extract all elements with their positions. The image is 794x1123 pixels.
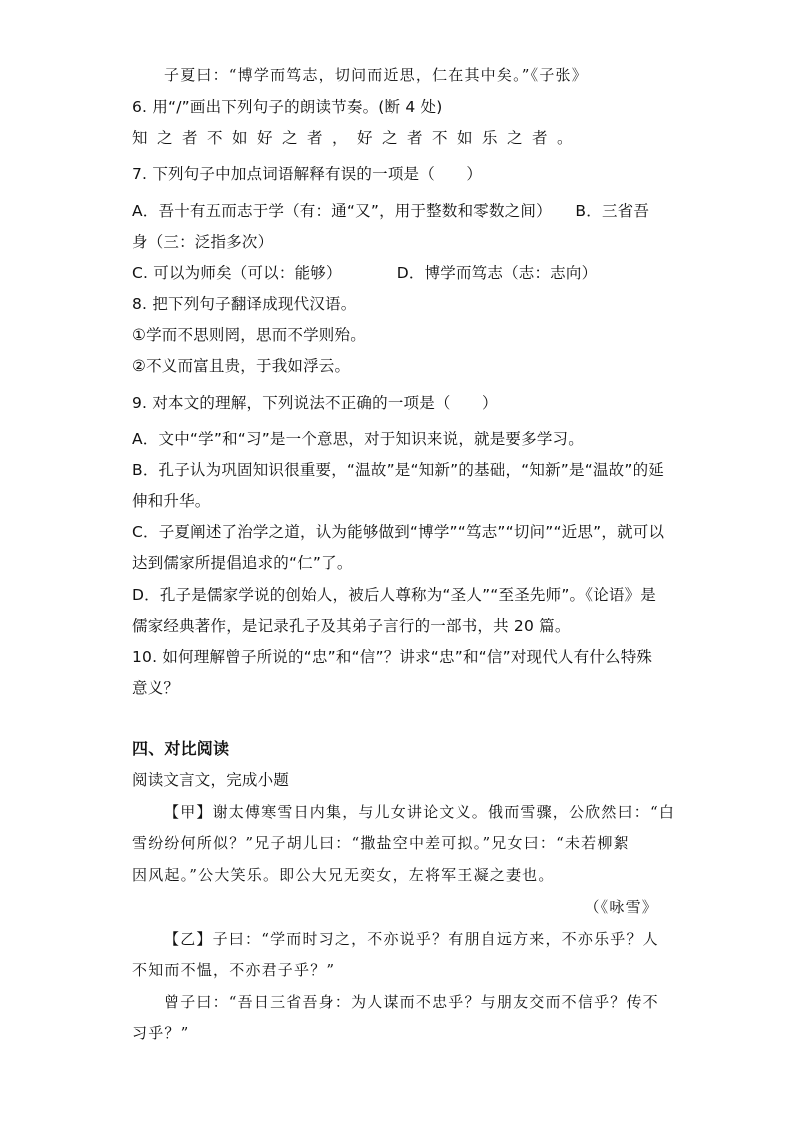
passage-jia-line3: 因风起。”公大笑乐。即公大兄无奕女，左将军王凝之妻也。 bbox=[132, 866, 555, 884]
question-10-line2: 意义？ bbox=[132, 679, 180, 697]
question-9-prompt: 9. 对本文的理解，下列说法不正确的一项是（ ） bbox=[132, 394, 498, 412]
question-7-option-a-line2: 身（三：泛指多次） bbox=[132, 233, 274, 251]
quote-zixia: 子夏曰：“博学而笃志，切问而近思，仁在其中矣。”《子张》 bbox=[164, 66, 588, 84]
passage-yi-line1: 【乙】子曰：“学而时习之，不亦说乎？有朋自远方来，不亦乐乎？人 bbox=[164, 930, 659, 948]
question-7-option-a-line1: A．吾十有五而志于学（有：通“又”，用于整数和零数之间） B．三省吾 bbox=[132, 202, 650, 220]
question-6-prompt: 6. 用“/”画出下列句子的朗读节奏。(断 4 处) bbox=[132, 98, 443, 116]
passage-yi-line2: 不知而不愠，不亦君子乎？” bbox=[132, 961, 336, 979]
passage-jia-line2: 雪纷纷何所似？”兄子胡儿曰：“撒盐空中差可拟。”兄女曰：“未若柳絮 bbox=[132, 834, 630, 852]
question-9-option-d-line1: D．孔子是儒家学说的创始人，被后人尊称为“圣人”“至圣先师”。《论语》是 bbox=[132, 586, 657, 604]
question-9-option-d-line2: 儒家经典著作，是记录孔子及其弟子言行的一部书，共 20 篇。 bbox=[132, 617, 571, 635]
section-4-intro: 阅读文言文，完成小题 bbox=[132, 771, 290, 789]
question-9-option-c-line2: 达到儒家所提倡追求的“仁”了。 bbox=[132, 554, 353, 572]
passage-zengzi-line2: 习乎？” bbox=[132, 1024, 190, 1042]
question-8-item-2: ②不义而富且贵，于我如浮云。 bbox=[132, 357, 351, 375]
question-10-line1: 10. 如何理解曾子所说的“忠”和“信”？讲求“忠”和“信”对现代人有什么特殊 bbox=[132, 648, 653, 666]
passage-zengzi-line1: 曾子曰：“吾日三省吾身：为人谋而不忠乎？与朋友交而不信乎？传不 bbox=[164, 993, 659, 1011]
question-9-option-b-line2: 伸和升华。 bbox=[132, 492, 211, 510]
question-8-item-1: ①学而不思则罔，思而不学则殆。 bbox=[132, 326, 366, 344]
question-6-sentence: 知之者不如好之者，好之者不如乐之者。 bbox=[132, 129, 583, 147]
question-9-option-c-line1: C．子夏阐述了治学之道，认为能够做到“博学”“笃志”“切问”“近思”，就可以 bbox=[132, 523, 665, 541]
passage-jia-line1: 【甲】谢太傅寒雪日内集，与儿女讲论文义。俄而雪骤，公欣然曰：“白 bbox=[164, 803, 676, 821]
question-9-option-b-line1: B．孔子认为巩固知识很重要，“温故”是“知新”的基础，“知新”是“温故”的延 bbox=[132, 461, 664, 479]
passage-jia-source: （《咏雪》 bbox=[584, 898, 658, 916]
question-7-option-cd: C. 可以为师矣（可以：能够） D．博学而笃志（志：志向） bbox=[132, 264, 598, 282]
section-4-heading: 四、对比阅读 bbox=[132, 739, 230, 758]
question-8-prompt: 8. 把下列句子翻译成现代汉语。 bbox=[132, 295, 357, 313]
question-7-prompt: 7. 下列句子中加点词语解释有误的一项是（ ） bbox=[132, 165, 483, 183]
question-9-option-a: A．文中“学”和“习”是一个意思，对于知识来说，就是要多学习。 bbox=[132, 430, 584, 448]
